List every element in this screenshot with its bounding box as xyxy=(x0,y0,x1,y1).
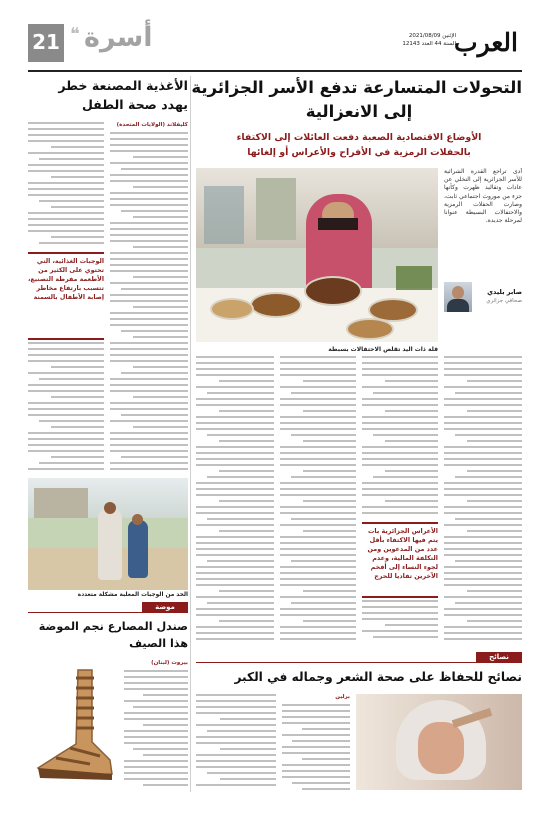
side-body-col4 xyxy=(28,342,104,474)
main-body-col1 xyxy=(444,356,522,646)
page-number-box xyxy=(28,24,64,62)
issue-info xyxy=(396,32,456,48)
masthead-rule xyxy=(28,70,522,72)
side-photo-caption: الحد من الوجبات المعلبة مشكلة متعددة xyxy=(77,592,188,598)
column-divider xyxy=(190,76,191,650)
fashion-headline-line2: هذا الصيف xyxy=(129,637,188,650)
fashion-headline-line1: صندل المصارع نجم الموضة xyxy=(38,620,188,633)
main-pull-quote-text: الأعراس الجزائرية بات يتم فيها الاكتفاء بأقل عدد من المدعوين ومن التكلفة المالية، وعدم لجوء النساء إلى أفخم الآخرين تفاديا للحرج xyxy=(367,527,438,580)
main-body-col2b xyxy=(362,600,438,646)
health-headline: نصائح للحفاظ على صحة الشعر وجماله في الكبر xyxy=(234,670,522,684)
column-divider-bottom xyxy=(190,600,191,792)
fashion-kicker: بيروت (لبنان) xyxy=(151,660,188,666)
main-subhead-line2: بالحفلات الرمزية في الأفراح والأعراس أو إلغائها xyxy=(247,147,471,158)
fashion-rule xyxy=(28,612,188,613)
main-intro-text: أدى تراجع القدرة الشرائية للأسر الجزائرية إلى التخلي عن عادات وتقاليد ظهرت وكأنها جزء من موروث اجتماعي ثابت، وصارت الحفلات الرمزية والاحتفالات البسيطة عنوانا لمرحلة جديدة. xyxy=(444,168,522,225)
issue-date: الإثنين 2021/08/09 xyxy=(408,33,456,39)
side-body-col3 xyxy=(110,252,188,474)
side-body-col2 xyxy=(28,122,104,250)
health-body-col1 xyxy=(282,704,350,792)
main-headline xyxy=(191,76,522,124)
main-photo xyxy=(196,168,438,342)
main-body-col2 xyxy=(362,356,438,518)
side-body-col1 xyxy=(110,132,188,250)
gladiator-sandal-icon xyxy=(30,664,120,790)
main-headline-line1: التحولات المتسارعة تدفع الأسر الجزائرية xyxy=(191,78,522,97)
sandal-photo xyxy=(30,664,120,790)
health-rule xyxy=(196,662,522,663)
health-section-label: نصائح xyxy=(476,652,522,662)
main-body-col4 xyxy=(196,356,274,646)
main-subhead-line1: الأوضاع الاقتصادية الصعبة دفعت العائلات إلى الاكتفاء xyxy=(236,132,482,143)
child-figure-2 xyxy=(128,520,148,578)
section-title xyxy=(66,22,166,62)
main-subhead xyxy=(196,130,522,160)
side-pull-quote-text: الوجبات الغذائية، التي تحتوي على الكثير من الأطعمة مفرطة التصنيع، تتسبب بارتفاع مخاطر إصابة الأطفال بالسمنة xyxy=(28,258,104,301)
side-headline xyxy=(28,76,188,114)
logo-text: العرب xyxy=(454,28,518,57)
health-photo xyxy=(356,694,522,790)
author-name: صابر بليدي xyxy=(487,288,522,296)
fashion-headline xyxy=(28,618,188,652)
masthead xyxy=(28,22,522,70)
quote-mark-icon: ❝ xyxy=(70,24,80,45)
main-body-col3 xyxy=(280,356,356,646)
author-title: صحافي جزائري xyxy=(486,298,522,304)
side-headline-line2: يهدد صحة الطفل xyxy=(81,97,188,112)
side-headline-line1: الأغذية المصنعة خطر xyxy=(58,78,188,93)
page-number: 21 xyxy=(32,30,60,54)
newspaper-logo xyxy=(454,26,522,60)
fashion-section-label: موضة xyxy=(142,602,188,612)
author-block xyxy=(444,282,522,312)
side-photo xyxy=(28,478,188,590)
main-photo-caption: قلة ذات اليد تقلص الاحتفالات بسبطة xyxy=(328,346,438,353)
health-kicker: برلين xyxy=(335,694,350,700)
author-avatar xyxy=(444,282,472,312)
side-pull-quote xyxy=(28,252,104,340)
issue-number: السنة 44 العدد 12143 xyxy=(402,41,456,47)
side-kicker: كليفلاند (الولايات المتحدة) xyxy=(116,122,188,128)
fashion-body xyxy=(124,670,188,788)
health-body-col2 xyxy=(196,694,276,792)
child-figure xyxy=(98,508,122,580)
section-name: أسرة xyxy=(84,22,153,53)
main-pull-quote xyxy=(362,522,438,598)
main-headline-line2: إلى الانعزالية xyxy=(305,102,413,121)
